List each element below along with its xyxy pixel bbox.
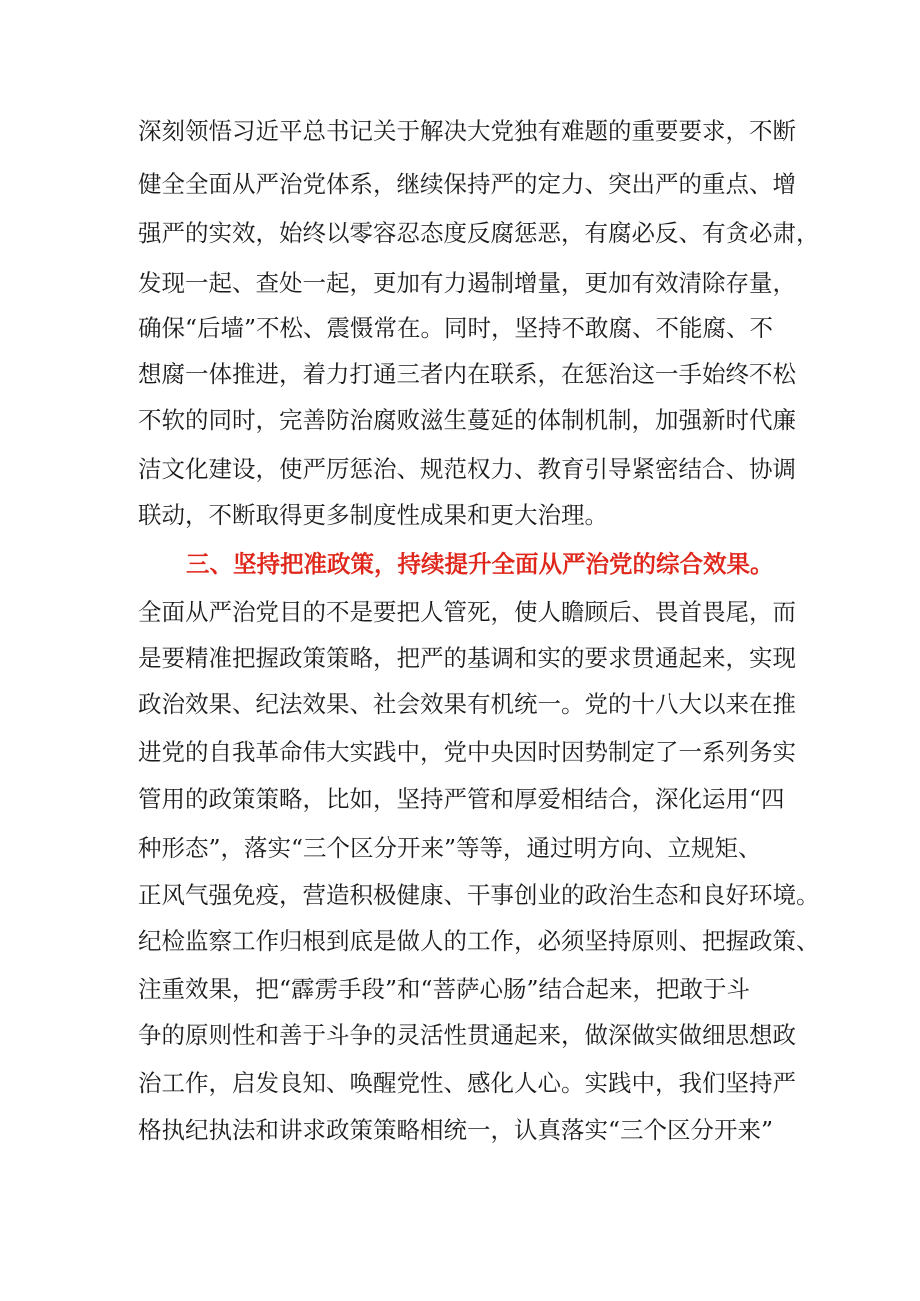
text-line: 管用的政策策略，比如，坚持严管和厚爱相结合，深化运用“四 bbox=[138, 785, 785, 813]
section-heading: 三、坚持把准政策，持续提升全面从严治党的综合效果。 bbox=[186, 550, 774, 578]
text-line: 进党的自我革命伟大实践中，党中央因时因势制定了一系列务实 bbox=[138, 738, 796, 766]
text-line: 健全全面从严治党体系，继续保持严的定力、突出严的重点、增 bbox=[138, 170, 796, 198]
text-line: 联动，不断取得更多制度性成果和更大治理。 bbox=[138, 501, 608, 529]
text-line: 格执纪执法和讲求政策策略相统一，认真落实“三个区分开来” bbox=[138, 1116, 774, 1144]
text-line: 争的原则性和善于斗争的灵活性贯通起来，做深做实做细思想政 bbox=[138, 1021, 796, 1049]
text-line: 注重效果，把“霹雳手段”和“菩萨心肠”结合起来，把敢于斗 bbox=[138, 975, 751, 1003]
text-line: 发现一起、查处一起，更加有力遏制增量，更加有效清除存量， bbox=[138, 269, 796, 297]
text-line: 确保“后墙”不松、震慑常在。同时，坚持不敢腐、不能腐、不 bbox=[138, 314, 774, 342]
text-line: 纪检监察工作归根到底是做人的工作，必须坚持原则、把握政策、 bbox=[138, 927, 820, 955]
text-line: 是要精准把握政策策略，把严的基调和实的要求贯通起来，实现 bbox=[138, 644, 796, 672]
text-line: 全面从严治党目的不是要把人管死，使人瞻顾后、畏首畏尾，而 bbox=[138, 598, 796, 626]
text-line: 政治效果、纪法效果、社会效果有机统一。党的十八大以来在推 bbox=[138, 690, 796, 718]
text-line: 深刻领悟习近平总书记关于解决大党独有难题的重要要求，不断 bbox=[138, 117, 796, 145]
text-line: 正风气强免疫，营造积极健康、干事创业的政治生态和良好环境。 bbox=[138, 881, 820, 909]
text-line: 强严的实效，始终以零容忍态度反腐惩恶，有腐必反、有贪必肃， bbox=[138, 219, 820, 247]
text-line: 种形态”，落实“三个区分开来”等等，通过明方向、立规矩、 bbox=[138, 834, 762, 862]
text-line: 不软的同时，完善防治腐败滋生蔓延的体制机制，加强新时代廉 bbox=[138, 406, 796, 434]
text-line: 治工作，启发良知、唤醒党性、感化人心。实践中，我们坚持严 bbox=[138, 1069, 796, 1097]
text-line: 想腐一体推进，着力打通三者内在联系，在惩治这一手始终不松 bbox=[138, 360, 796, 388]
text-line: 洁文化建设，使严厉惩治、规范权力、教育引导紧密结合、协调 bbox=[138, 455, 796, 483]
